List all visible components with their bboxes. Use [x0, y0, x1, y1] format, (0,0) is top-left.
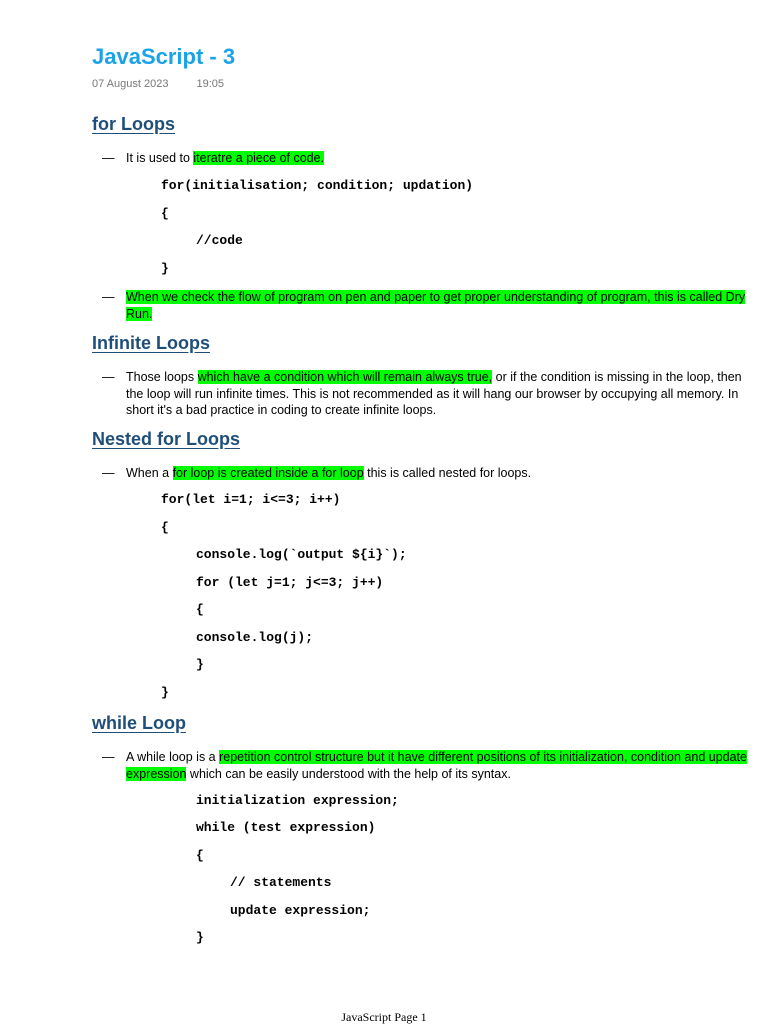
- code-line: for(let i=1; i<=3; i++): [161, 492, 341, 507]
- code-line: {: [196, 848, 204, 863]
- code-line: for(initialisation; condition; updation): [161, 178, 474, 193]
- code-line: initialization expression;: [196, 793, 399, 808]
- code-line: update expression;: [230, 903, 371, 918]
- bullet-dash: —: [102, 750, 115, 764]
- code-line: for (let j=1; j<=3; j++): [196, 575, 384, 590]
- code-line: }: [196, 657, 204, 672]
- bullet-text: A while loop is a: [126, 750, 220, 764]
- code-line: }: [161, 261, 169, 276]
- bullet-text: Those loops: [126, 370, 198, 384]
- bullet-for-loops-definition: [102, 150, 757, 167]
- highlight: repetition control structure but it have different positions of its initialization, condition and update expression: [126, 750, 747, 781]
- bullet-dash: —: [102, 290, 115, 304]
- highlight: iteratre a piece of code.: [193, 151, 325, 165]
- heading-while-loop: while Loop: [92, 713, 186, 733]
- code-line: console.log(j);: [196, 630, 314, 645]
- heading-nested-loops: Nested for Loops: [92, 429, 241, 449]
- bullet-text: When a: [126, 466, 173, 480]
- highlight: for loop is created inside a for loop: [172, 466, 364, 480]
- code-line: }: [161, 685, 169, 700]
- bullet-dash: —: [102, 466, 115, 480]
- page-footer: JavaScript Page 1: [341, 1010, 427, 1024]
- highlight: which have a condition which will remain always true,: [197, 370, 493, 384]
- bullet-text: which can be easily understood with the help of its syntax.: [186, 766, 511, 781]
- highlight: When we check the flow of program on pen and paper to get proper understanding of program, this is called Dry Run.: [126, 290, 746, 321]
- page-date: 07 August 2023: [92, 78, 169, 90]
- code-line: //code: [196, 233, 243, 248]
- bullet-while-loop: [102, 749, 757, 782]
- bullet-infinite-loops: [102, 369, 757, 419]
- heading-for-loops: for Loops: [92, 114, 175, 134]
- page-title: JavaScript - 3: [92, 44, 236, 69]
- bullet-dash: —: [102, 370, 115, 384]
- code-line: while (test expression): [196, 820, 376, 835]
- heading-infinite-loops: Infinite Loops: [92, 333, 210, 353]
- bullet-nested-loops: [102, 465, 757, 482]
- code-line: }: [196, 930, 204, 945]
- code-line: // statements: [230, 875, 332, 890]
- bullet-dry-run: [102, 289, 757, 322]
- code-line: console.log(`output ${i}`);: [196, 547, 407, 562]
- page-meta: [92, 78, 224, 90]
- code-line: {: [161, 206, 169, 221]
- bullet-text: It is used to: [126, 151, 194, 165]
- bullet-text: or if the condition is missing in the loop, then the loop will run infinite times. This is not recommended as it will hang our browser by occupying all memory. In short it's a bad practice in coding to create infinite loops.: [126, 370, 742, 417]
- bullet-dash: —: [102, 151, 115, 165]
- code-line: {: [196, 602, 204, 617]
- bullet-text: this is called nested for loops.: [363, 466, 532, 480]
- page-time: 19:05: [196, 78, 224, 90]
- code-line: {: [161, 520, 169, 535]
